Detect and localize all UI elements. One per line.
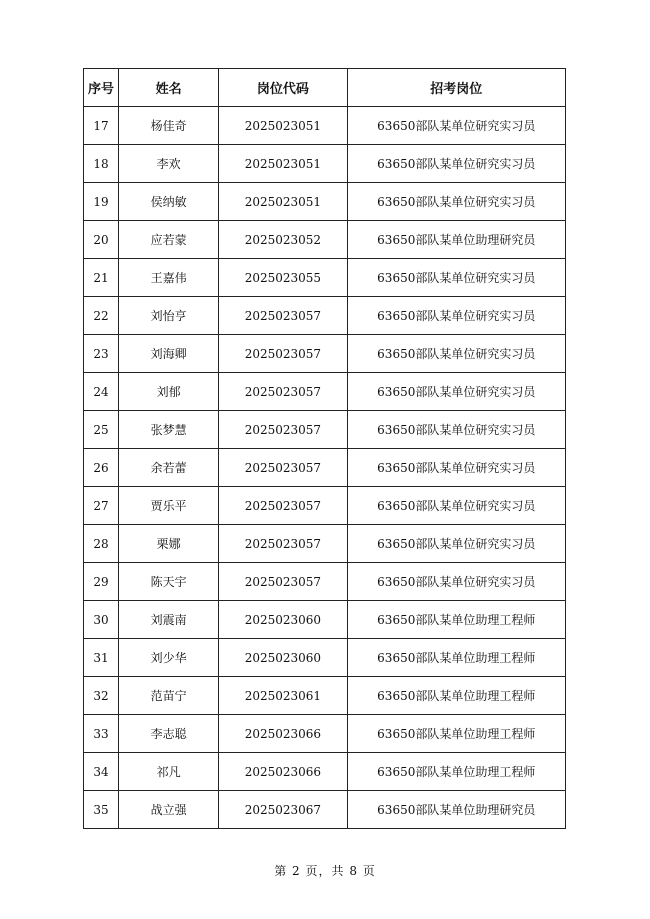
- cell-name: 应若蒙: [119, 221, 219, 259]
- cell-position: 63650部队某单位研究实习员: [347, 411, 565, 449]
- cell-name: 张梦慧: [119, 411, 219, 449]
- cell-position-code: 2025023057: [219, 373, 347, 411]
- table-row: [84, 449, 566, 487]
- cell-name: 战立强: [119, 791, 219, 829]
- cell-position: 63650部队某单位研究实习员: [347, 373, 565, 411]
- cell-position-code: 2025023051: [219, 145, 347, 183]
- cell-position: 63650部队某单位助理工程师: [347, 601, 565, 639]
- cell-seq: 30: [84, 601, 119, 639]
- cell-seq: 25: [84, 411, 119, 449]
- cell-position: 63650部队某单位助理工程师: [347, 715, 565, 753]
- cell-name: 王嘉伟: [119, 259, 219, 297]
- table-body: [84, 107, 566, 829]
- cell-name: 刘郁: [119, 373, 219, 411]
- cell-position-code: 2025023057: [219, 335, 347, 373]
- cell-position: 63650部队某单位助理研究员: [347, 791, 565, 829]
- cell-position-code: 2025023051: [219, 107, 347, 145]
- table-row: [84, 411, 566, 449]
- page-number: 第 2 页，共 8 页: [274, 864, 376, 878]
- table-row: [84, 715, 566, 753]
- cell-name: 栗娜: [119, 525, 219, 563]
- cell-position: 63650部队某单位研究实习员: [347, 107, 565, 145]
- cell-seq: 17: [84, 107, 119, 145]
- cell-seq: 24: [84, 373, 119, 411]
- table-row: [84, 677, 566, 715]
- cell-position-code: 2025023060: [219, 601, 347, 639]
- cell-position-code: 2025023060: [219, 639, 347, 677]
- cell-position-code: 2025023066: [219, 715, 347, 753]
- table-row: [84, 639, 566, 677]
- cell-name: 杨佳奇: [119, 107, 219, 145]
- cell-seq: 32: [84, 677, 119, 715]
- table-row: [84, 259, 566, 297]
- cell-position-code: 2025023055: [219, 259, 347, 297]
- cell-position: 63650部队某单位研究实习员: [347, 335, 565, 373]
- cell-position: 63650部队某单位研究实习员: [347, 449, 565, 487]
- cell-name: 刘震南: [119, 601, 219, 639]
- cell-seq: 26: [84, 449, 119, 487]
- cell-position-code: 2025023057: [219, 411, 347, 449]
- cell-position-code: 2025023061: [219, 677, 347, 715]
- cell-name: 李志聪: [119, 715, 219, 753]
- cell-name: 贾乐平: [119, 487, 219, 525]
- table-row: [84, 601, 566, 639]
- cell-position: 63650部队某单位助理工程师: [347, 753, 565, 791]
- cell-seq: 34: [84, 753, 119, 791]
- cell-name: 陈天宇: [119, 563, 219, 601]
- header-row: [84, 69, 566, 107]
- cell-name: 余若蕾: [119, 449, 219, 487]
- table-row: [84, 221, 566, 259]
- cell-position-code: 2025023057: [219, 297, 347, 335]
- cell-name: 刘怡亨: [119, 297, 219, 335]
- header-position-code: 岗位代码: [219, 69, 347, 107]
- cell-position-code: 2025023066: [219, 753, 347, 791]
- cell-position-code: 2025023057: [219, 525, 347, 563]
- candidate-table: [83, 68, 566, 829]
- cell-position: 63650部队某单位研究实习员: [347, 525, 565, 563]
- cell-name: 祁凡: [119, 753, 219, 791]
- cell-position-code: 2025023057: [219, 487, 347, 525]
- table-row: [84, 335, 566, 373]
- cell-position: 63650部队某单位研究实习员: [347, 183, 565, 221]
- cell-seq: 31: [84, 639, 119, 677]
- cell-position: 63650部队某单位研究实习员: [347, 259, 565, 297]
- cell-position: 63650部队某单位研究实习员: [347, 297, 565, 335]
- header-position: 招考岗位: [347, 69, 565, 107]
- table-row: [84, 563, 566, 601]
- table-row: [84, 753, 566, 791]
- table-row: [84, 525, 566, 563]
- table-row: [84, 791, 566, 829]
- table-row: [84, 373, 566, 411]
- cell-position: 63650部队某单位研究实习员: [347, 563, 565, 601]
- cell-position: 63650部队某单位研究实习员: [347, 487, 565, 525]
- cell-seq: 33: [84, 715, 119, 753]
- cell-seq: 21: [84, 259, 119, 297]
- table-row: [84, 107, 566, 145]
- cell-seq: 20: [84, 221, 119, 259]
- table-header: [84, 69, 566, 107]
- table-row: [84, 487, 566, 525]
- cell-seq: 22: [84, 297, 119, 335]
- cell-seq: 35: [84, 791, 119, 829]
- cell-position-code: 2025023052: [219, 221, 347, 259]
- cell-seq: 18: [84, 145, 119, 183]
- table-row: [84, 183, 566, 221]
- cell-seq: 27: [84, 487, 119, 525]
- cell-seq: 23: [84, 335, 119, 373]
- cell-position-code: 2025023057: [219, 563, 347, 601]
- cell-position-code: 2025023057: [219, 449, 347, 487]
- table-row: [84, 297, 566, 335]
- header-name: 姓名: [119, 69, 219, 107]
- cell-position: 63650部队某单位研究实习员: [347, 145, 565, 183]
- cell-position: 63650部队某单位助理研究员: [347, 221, 565, 259]
- cell-position-code: 2025023067: [219, 791, 347, 829]
- cell-seq: 28: [84, 525, 119, 563]
- table-row: [84, 145, 566, 183]
- cell-position-code: 2025023051: [219, 183, 347, 221]
- cell-name: 刘少华: [119, 639, 219, 677]
- cell-position: 63650部队某单位助理工程师: [347, 639, 565, 677]
- cell-seq: 29: [84, 563, 119, 601]
- cell-name: 李欢: [119, 145, 219, 183]
- cell-name: 刘海卿: [119, 335, 219, 373]
- header-seq: 序号: [84, 69, 119, 107]
- cell-name: 范苗宁: [119, 677, 219, 715]
- cell-name: 侯纳敏: [119, 183, 219, 221]
- cell-seq: 19: [84, 183, 119, 221]
- cell-position: 63650部队某单位助理工程师: [347, 677, 565, 715]
